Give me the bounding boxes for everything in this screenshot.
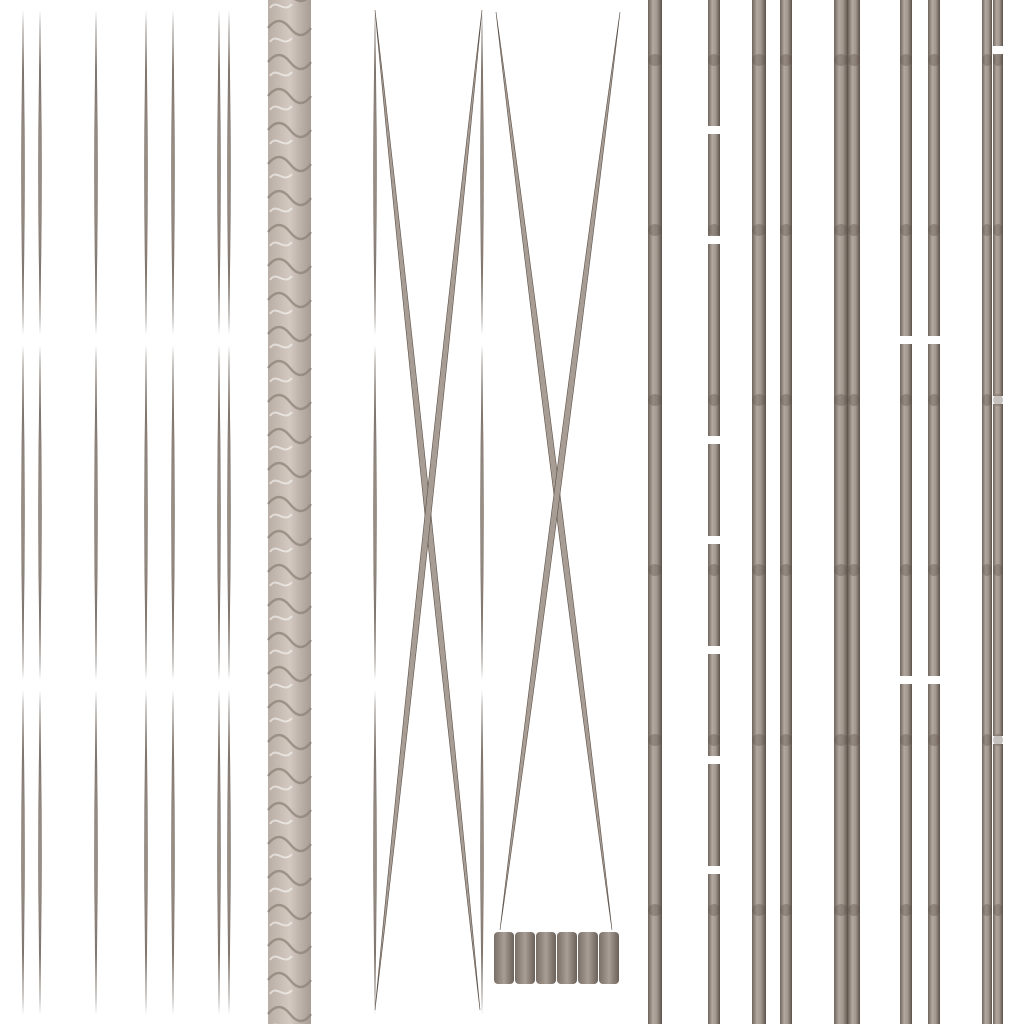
rod-knot-5 <box>848 564 860 576</box>
rod-knot-8 <box>982 904 992 916</box>
rod-knot-0 <box>648 54 662 66</box>
rod-knot-3 <box>780 224 792 236</box>
cross-strand-d <box>500 12 620 930</box>
rod-knot-2 <box>752 54 766 66</box>
rod-knot-5 <box>848 904 860 916</box>
rod-knot-7 <box>928 904 940 916</box>
rod-break-1-0 <box>707 126 721 134</box>
thick-rod-3 <box>780 0 792 1024</box>
rod-knot-1 <box>708 904 720 916</box>
thick-rods-group <box>648 0 1004 1024</box>
rod-knot-7 <box>928 224 940 236</box>
rod-knot-8 <box>982 224 992 236</box>
rod-knot-5 <box>848 54 860 66</box>
rod-knot-6 <box>900 564 912 576</box>
rod-knot-1 <box>708 394 720 406</box>
rod-knot-4 <box>834 394 848 406</box>
thick-rod-9 <box>993 0 1003 1024</box>
rod-knot-6 <box>900 734 912 746</box>
rod-knot-5 <box>848 224 860 236</box>
rod-break-1-5 <box>707 756 721 764</box>
rod-knot-3 <box>780 394 792 406</box>
rod-break-1-4 <box>707 646 721 654</box>
thick-rod-8 <box>982 0 992 1024</box>
rod-knot-2 <box>752 734 766 746</box>
rod-knot-8 <box>982 734 992 746</box>
rod-knot-6 <box>900 224 912 236</box>
rod-knot-5 <box>848 394 860 406</box>
rod-knot-0 <box>648 394 662 406</box>
rod-break-1-6 <box>707 866 721 874</box>
thick-rod-6 <box>900 0 912 1024</box>
rod-break-6-0 <box>899 336 913 344</box>
rod-break-9-0 <box>992 46 1004 54</box>
rod-knot-1 <box>708 564 720 576</box>
block-0 <box>494 932 514 984</box>
rod-knot-9 <box>993 734 1003 746</box>
block-1 <box>515 932 535 984</box>
rod-knot-9 <box>993 564 1003 576</box>
block-4 <box>578 932 598 984</box>
thick-rod-2 <box>752 0 766 1024</box>
rod-knot-6 <box>900 394 912 406</box>
block-3 <box>557 932 577 984</box>
rod-knot-0 <box>648 224 662 236</box>
rod-break-7-1 <box>927 676 941 684</box>
block-5 <box>599 932 619 984</box>
rod-knot-0 <box>648 564 662 576</box>
rod-knot-7 <box>928 564 940 576</box>
rod-knot-4 <box>834 224 848 236</box>
thick-rod-0 <box>648 0 662 1024</box>
rod-knot-1 <box>708 54 720 66</box>
rod-knot-9 <box>993 54 1003 66</box>
block-2 <box>536 932 556 984</box>
rod-knot-2 <box>752 564 766 576</box>
block-row <box>494 932 619 984</box>
rod-knot-5 <box>848 734 860 746</box>
rod-knot-1 <box>708 734 720 746</box>
rod-knot-4 <box>834 734 848 746</box>
rod-knot-3 <box>780 734 792 746</box>
thick-rod-7 <box>928 0 940 1024</box>
thick-rod-5 <box>848 0 860 1024</box>
rod-break-1-3 <box>707 536 721 544</box>
rod-knot-4 <box>834 904 848 916</box>
braided-column <box>268 0 311 1024</box>
rod-knot-4 <box>834 54 848 66</box>
cross-strand-c <box>496 12 612 930</box>
rod-knot-9 <box>993 394 1003 406</box>
rod-break-6-1 <box>899 676 913 684</box>
rod-knot-6 <box>900 54 912 66</box>
rod-knot-0 <box>648 734 662 746</box>
thin-pin-group <box>21 10 483 1015</box>
rod-knot-9 <box>993 904 1003 916</box>
rod-knot-4 <box>834 564 848 576</box>
rod-knot-9 <box>993 224 1003 236</box>
rod-knot-8 <box>982 564 992 576</box>
rod-knot-7 <box>928 734 940 746</box>
rod-knot-8 <box>982 394 992 406</box>
thick-rod-4 <box>834 0 848 1024</box>
rod-break-1-1 <box>707 236 721 244</box>
rod-knot-8 <box>982 54 992 66</box>
rod-knot-0 <box>648 904 662 916</box>
rod-break-1-2 <box>707 436 721 444</box>
rod-break-7-0 <box>927 336 941 344</box>
rod-knot-2 <box>752 394 766 406</box>
rod-knot-3 <box>780 564 792 576</box>
rod-knot-1 <box>708 224 720 236</box>
rod-knot-2 <box>752 904 766 916</box>
rod-knot-2 <box>752 224 766 236</box>
rod-knot-6 <box>900 904 912 916</box>
rod-knot-7 <box>928 54 940 66</box>
rod-knot-3 <box>780 904 792 916</box>
cross-strands-group <box>375 10 620 1010</box>
rod-knot-7 <box>928 394 940 406</box>
rod-knot-3 <box>780 54 792 66</box>
